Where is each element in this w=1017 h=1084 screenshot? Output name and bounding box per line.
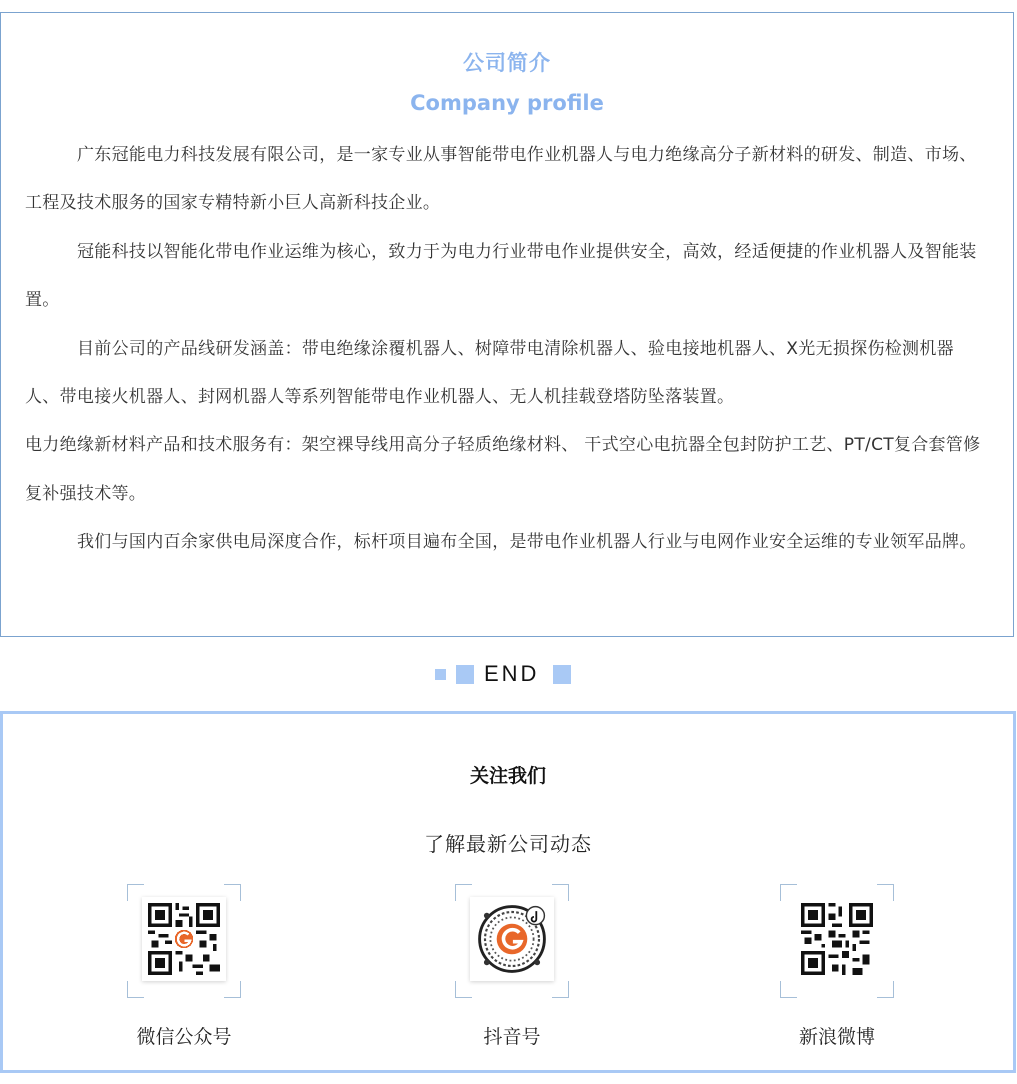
follow-title: 关注我们 [469, 765, 546, 787]
follow-subtitle: 了解最新公司动态 [424, 832, 592, 856]
douyin-qr-code-icon[interactable] [470, 897, 554, 981]
decorative-square-icon [456, 665, 474, 684]
wechat-qr-card[interactable] [127, 884, 241, 998]
corner-bracket [877, 884, 894, 901]
douyin-label: 抖音号 [483, 1026, 541, 1048]
wechat-qr-code-icon[interactable] [142, 897, 226, 981]
end-label: END [484, 661, 540, 686]
profile-body [25, 131, 987, 567]
section-title: 公司简介 [463, 51, 551, 75]
decorative-square-icon [553, 665, 571, 684]
corner-bracket [455, 981, 472, 998]
paragraph-materials: 电力绝缘新材料产品和技术服务有：架空裸导线用高分子轻质绝缘材料、 干式空心电抗器全包封防护工艺、PT/CT复合套管修复补强技术等。 [25, 435, 981, 504]
corner-bracket [780, 981, 797, 998]
paragraph-intro: 广东冠能电力科技发展有限公司，是一家专业从事智能带电作业机器人与电力绝缘高分子新材料的研发、制造、市场、工程及技术服务的国家专精特新小巨人高新科技企业。 [25, 145, 977, 214]
douyin-qr-card[interactable] [455, 884, 569, 998]
wechat-label: 微信公众号 [136, 1026, 232, 1048]
corner-bracket [127, 981, 144, 998]
paragraph-products: 目前公司的产品线研发涵盖：带电绝缘涂覆机器人、树障带电清除机器人、验电接地机器人、X光无损探伤检测机器人、带电接火机器人、封网机器人等系列智能带电作业机器人、无人机挂载登塔防坠落装置。 [25, 338, 954, 408]
end-divider [0, 660, 1017, 688]
corner-bracket [552, 884, 569, 901]
weibo-qr-card[interactable] [780, 884, 894, 998]
decorative-square-icon [435, 669, 446, 680]
weibo-qr-code-icon[interactable] [795, 897, 879, 981]
follow-us-section [0, 711, 1016, 1073]
paragraph-core: 冠能科技以智能化带电作业运维为核心，致力于为电力行业带电作业提供安全，高效，经适便捷的作业机器人及智能装置。 [25, 241, 977, 311]
corner-bracket [552, 981, 569, 998]
corner-bracket [877, 981, 894, 998]
corner-bracket [224, 884, 241, 901]
company-profile-section [0, 12, 1014, 637]
paragraph-partners: 我们与国内百余家供电局深度合作，标杆项目遍布全国，是带电作业机器人行业与电网作业安全运维的专业领军品牌。 [77, 532, 977, 553]
weibo-label: 新浪微博 [798, 1026, 875, 1048]
section-subtitle: Company profile [410, 91, 604, 115]
corner-bracket [224, 981, 241, 998]
